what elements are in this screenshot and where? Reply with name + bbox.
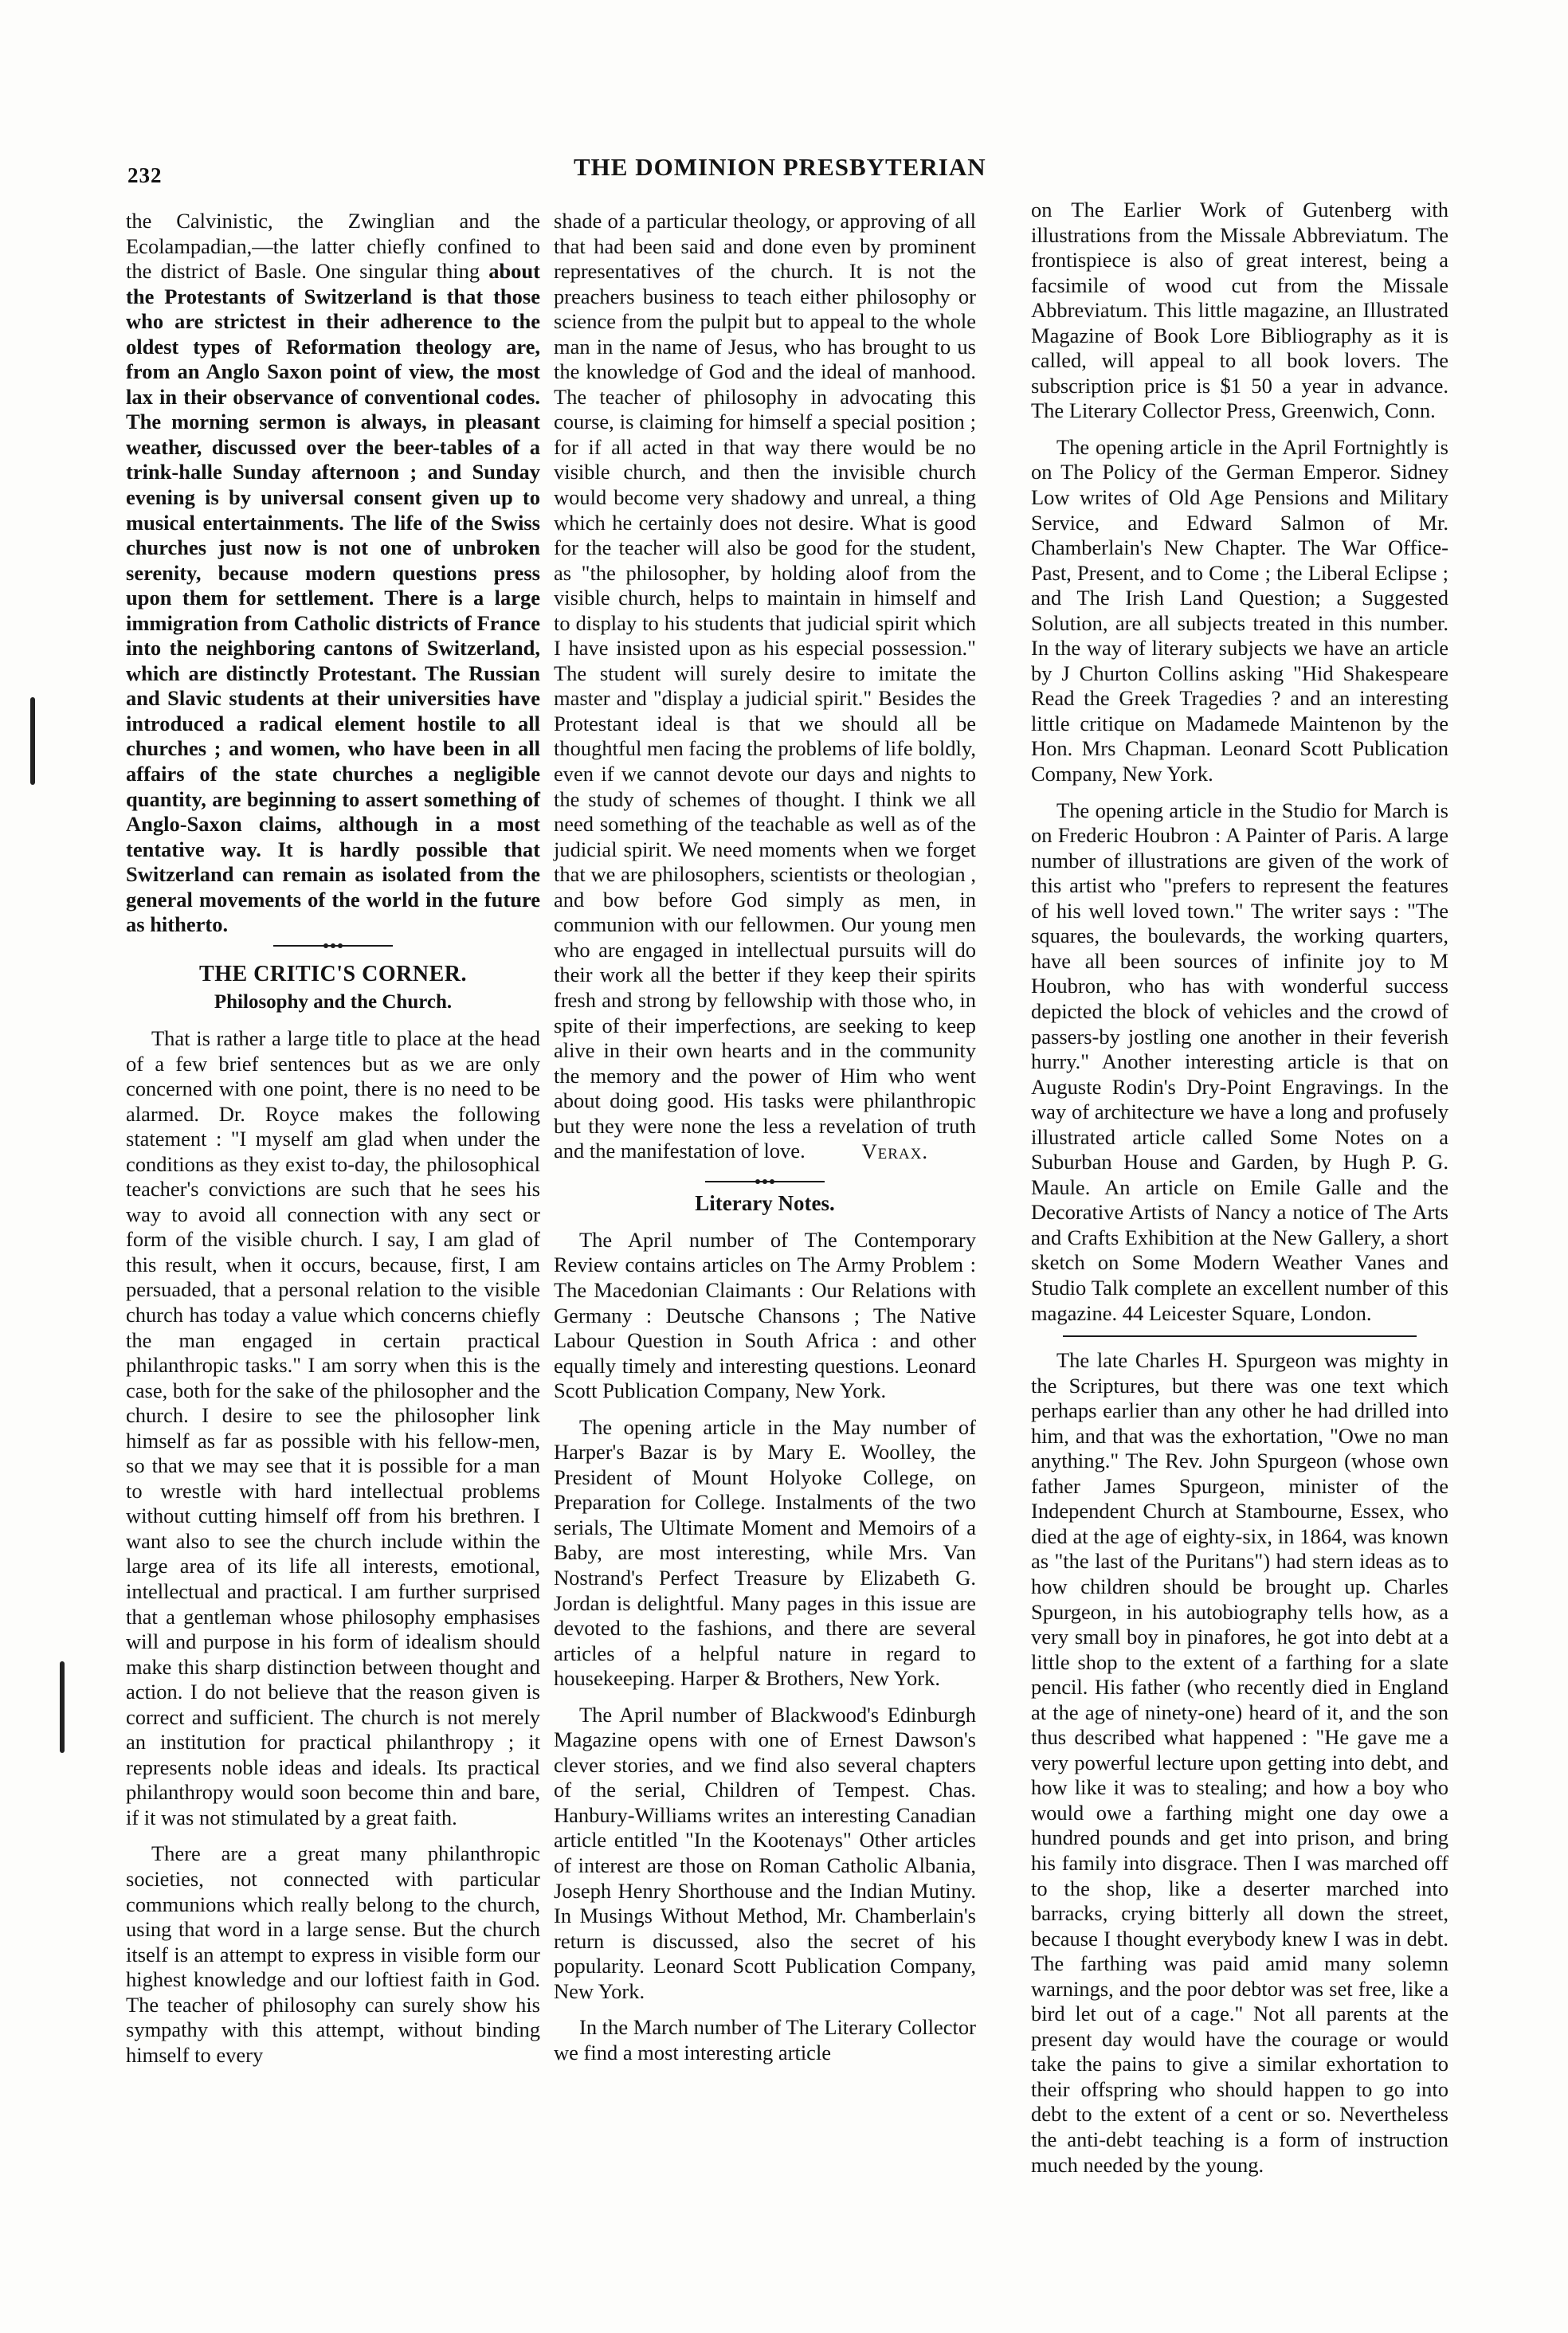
running-head: THE DOMINION PRESBYTERIAN	[574, 153, 986, 181]
column-right	[1031, 198, 1448, 2178]
section-title: THE CRITIC'S CORNER.	[199, 961, 467, 986]
paragraph: There are a great many philanthropic societies, not connected with particular communions which really belong to the church, using that word in a large sense. But the church itself is an attempt to express in visible form our highest knowledge and our loftiest faith in God. The teacher of philosophy can surely show his sympathy with this attempt, without binding himself to every	[126, 1841, 540, 2067]
paragraph-text: the Calvinistic, the Zwinglian and the Ecolampadian,—the latter chiefly confined to the district of Basle. One singular thing	[126, 209, 540, 284]
paragraph: The April number of Blackwood's Edinburgh Magazine opens with one of Ernest Dawson's clever stories, and we find also several chapters of the serial, Children of Tempest. Chas. Hanbury-Williams writes an interesting Canadian article entitled "In the Kootenays" Other articles of interest are those on Roman Catholic Albania, Joseph Henry Shorthouse and the Indian Mutiny. In Musings Without Method, Mr. Chamberlain's return is discussed, also the secret of his popularity. Leonard Scott Publication Company, New York.	[554, 1702, 976, 2003]
paragraph: on The Earlier Work of Gutenberg with illustrations from the Missale Abbreviatum. The frontispiece is also of great interest, being a facsimile of wood cut from the Missale Abbreviatum. This little magazine, an Illustrated Magazine of Book Lore Bibliography as it is called, will appeal to all book lovers. The subscription price is $1 50 a year in advance. The Literary Collector Press, Greenwich, Conn.	[1031, 198, 1448, 423]
column-middle	[554, 209, 976, 2065]
ornamental-rule	[705, 1178, 825, 1185]
section-title: Literary Notes.	[695, 1191, 835, 1216]
signature: Verax.	[861, 1139, 928, 1163]
page-number: 232	[127, 163, 163, 187]
paragraph-text-bold: about the Protestants of Switzerland is that those who are strictest in their adherence to the oldest types of Reformation theology are, from an Anglo Saxon point of view, the most lax in their observance of conventional codes. The morning sermon is always, in pleasant weather, discussed over the beer-tables of a trink-halle Sunday afternoon ; and Sunday evening is by universal consent given up to musical entertainments. The life of the Swiss churches just now is not one of unbroken serenity, because modern questions press upon them for settlement. There is a large immigration from Catholic districts of France into the neighboring cantons of Switzerland, which are distinctly Protestant. The Russian and Slavic students at their universities have introduced a radical element hostile to all churches ; and women, who have been in all affairs of the state churches a negligible quantity, are beginning to assert something of Anglo-Saxon claims, although in a most tentative way. It is hardly possible that Switzerland can remain as isolated from the general movements of the world in the future as hitherto.	[126, 259, 540, 937]
paragraph: That is rather a large title to place at the head of a few brief sentences but as we are only concerned with one point, there is no need to be alarmed. Dr. Royce makes the following statement : "I myself am glad when under the conditions as they exist to-day, the philosophical teacher's convictions are such that he sees his way to avoid all connection with any sect or form of the visible church. I say, I am glad of this result, when it occurs, because, first, I am persuaded, that a personal relation to the visible church has today a value which concerns chiefly the man engaged in certain practical philanthropic tasks." I am sorry when this is the case, both for the sake of the philosopher and the church. I desire to see the philosopher link himself as far as possible with his fellow-men, so that we may see that it is possible for a man to wrestle with hard intellectual problems without cutting himself off from his brethren. I want also to see the church include within the large area of its life all interests, emotional, intellectual and practical. I am further surprised that a gentleman whose philosophy emphasises will and purpose in his form of idealism should make this sharp distinction between thought and action. I do not believe that the reason given is correct and sufficient. The church is not merely an institution for practical philanthropy ; it represents noble ideas and ideals. Its practical philanthropy would soon become thin and bare, if it was not stimulated by a great faith.	[126, 1025, 540, 1829]
section-subtitle: Philosophy and the Church.	[214, 991, 453, 1014]
paragraph: In the March number of The Literary Collector we find a most interesting article	[554, 2015, 976, 2064]
section-divider	[1063, 1335, 1417, 1337]
paragraph: The April number of The Contemporary Review contains articles on The Army Problem : The Macedonian Claimants : Our Relations with Germany : Deutsche Chansons ; The Native Labour Question in South Africa : and other equally timely and interesting questions. Leonard Scott Publication Company, New York.	[554, 1227, 976, 1403]
margin-mark	[60, 1661, 65, 1753]
paragraph: The opening article in the May number of Harper's Bazar is by Mary E. Woolley, the President of Mount Holyoke College, on Preparation for College. Instalments of the two serials, The Ultimate Moment and Memoirs of a Baby, are most interesting, while Mrs. Van Nostrand's Perfect Treasure by Elizabeth G. Jordan is delightful. Many pages in this issue are devoted to the fashions, and there are several articles of a helpful nature in regard to housekeeping. Harper & Brothers, New York.	[554, 1414, 976, 1691]
paragraph	[126, 209, 540, 938]
ornamental-rule	[273, 943, 393, 949]
paragraph: The opening article in the April Fortnightly is on The Policy of the German Emperor. Sidney Low writes of Old Age Pensions and Military Service, and Edward Salmon of Mr. Chamberlain's New Chapter. The War Office-Past, Present, and to Come ; the Liberal Eclipse ; and The Irish Land Question; a Suggested Solution, are all subjects treated in this number. In the way of literary subjects we have an article by J Churton Collins asking "Hid Shakespeare Read the Greek Tragedies ? and an interesting little critique on Madamede Maintenon by the Hon. Mrs Chapman. Leonard Scott Publication Company, New York.	[1031, 434, 1448, 786]
column-left	[126, 209, 540, 2068]
paragraph: The late Charles H. Spurgeon was mighty in the Scriptures, but there was one text which perhaps earlier than any other he had drilled into him, and that was the exhortation, "Owe no man anything." The Rev. John Spurgeon (whose own father James Spurgeon, minister of the Independent Church at Stambourne, Essex, who died at the age of eighty-six, in 1864, was known as "the last of the Puritans") had stern ideas as to how children should be brought up. Charles Spurgeon, in his autobiography tells how, as a very small boy in pinafores, he got into debt at a little shop to the extent of a farthing for a slate pencil. His father (who recently died in England at the age of ninety-one) heard of it, and the son thus described what happened : "He gave me a very powerful lecture upon getting into debt, and how like it was to stealing; and how a boy who would owe a farthing might one day owe a hundred pounds and get into prison, and bring his family into disgrace. Then I was marched off to the shop, like a deserter marched into barracks, crying bitterly all down the street, because I thought everybody knew I was in debt. The farthing was paid amid many solemn warnings, and the poor debtor was set free, like a bird let out of a cage." Not all parents at the present day would have the courage or would take the pains to give a similar exhortation to their offspring who should happen to go into debt to the extent of a cent or so. Nevertheless the anti-debt teaching is a form of instruction much needed by the young.	[1031, 1348, 1448, 2177]
margin-mark	[30, 697, 35, 785]
paragraph: The opening article in the Studio for March is on Frederic Houbron : A Painter of Paris. A large number of illustrations are given of the work of this artist who "prefers to represent the features of his well loved town." The writer says : "The squares, the boulevards, the working quarters, have all been sources of infinite joy to M Houbron, who has with wonderful success depicted the block of vehicles and the crowd of passers-by jostling one another in their feverish hurry." Another interesting article is that on Auguste Rodin's Dry-Point Engravings. In the way of architecture we have a long and profusely illustrated article called Some Notes on a Suburban House and Garden, by Hugh P. G. Maule. An article on Emile Galle and the Decorative Artists of Nancy a notice of The Arts and Crafts Exhibition at the New Gallery, a short sketch on Some Modern Weather Vanes and Studio Talk complete an excellent number of this magazine. 44 Leicester Square, London.	[1031, 798, 1448, 1325]
paragraph: shade of a particular theology, or approving of all that had been said and done even by prominent representatives of the church. It is not the preachers business to teach either philosophy or science from the pulpit but to appeal to the whole man in the name of Jesus, who has brought to us the knowledge of God and the ideal of manhood. The teacher of philosophy in advocating this course, is claiming for himself a special position ; for if all acted in that way there would be no visible church, and then the invisible church would become very shadowy and unreal, a thing which he certainly does not desire. What is good for the teacher will also be good for the student, as "the philosopher, by holding aloof from the visible church, helps to maintain in himself and to display to his students that judicial spirit which I have insisted upon as his especial possession." The student will surely desire to imitate the master and "display a judicial spirit." Besides the Protestant ideal is that we should all be thoughtful men facing the problems of life boldly, even if we cannot devote our days and nights to the study of schemes of thought. I think we all need something of the teachable as well as of the judicial spirit. We need moments when we forget that we are philosophers, scientists or theologian , and bow before God simply as men, in communion with our fellowmen. Our young men who are engaged in intellectual pursuits will do their work all the better if they keep their spirits fresh and strong by fellowship with those who, in spite of their imperfections, are seeking to keep alive in their own hearts and in the community the memory and the power of Him who went about doing good. His tasks were philanthropic but they were none the less a revelation of truth and the manifestation of love.	[554, 209, 976, 1163]
